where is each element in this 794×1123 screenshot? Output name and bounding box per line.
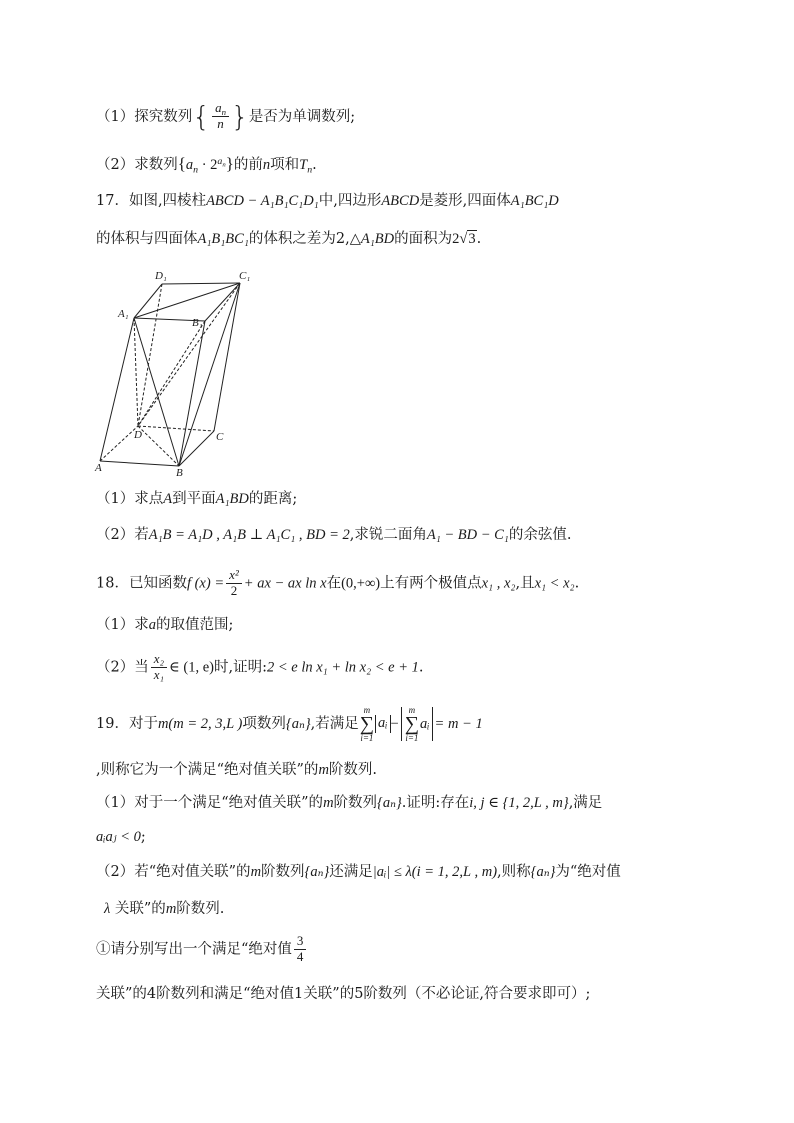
line-b1-d bbox=[138, 321, 205, 426]
edge-a-d bbox=[100, 426, 138, 461]
label-b1: B₁ bbox=[192, 317, 203, 329]
label-a: A bbox=[95, 462, 102, 474]
q18-part1: （1）求a的取值范围; bbox=[96, 617, 234, 633]
right-brace: } bbox=[230, 100, 249, 133]
left-brace: { bbox=[192, 100, 211, 133]
q16-part1-suffix: 是否为单调数列; bbox=[248, 108, 356, 125]
label-d: D bbox=[134, 429, 142, 441]
label-a1: A₁ bbox=[118, 308, 129, 320]
q17-part1: （1）求点A到平面A₁BD的距离; bbox=[96, 491, 298, 507]
q19-part2-line2: λ 关联”的m阶数列. bbox=[104, 901, 225, 917]
edge-d-c bbox=[138, 426, 214, 431]
line-c1-b bbox=[179, 283, 240, 466]
q18-intro: 18．已知函数f (x) = $\frac{\text{x²}}{2}$ + ax − ax ln x在(0,+∞)上有两个极值点x₁ , x₂,且x₁ < x₂. bbox=[96, 567, 580, 598]
q19-definition: ,则称它为一个满足“绝对值关联”的m阶数列. bbox=[96, 762, 378, 778]
q16-part1 bbox=[96, 100, 355, 134]
q19-intro: 19．对于m(m = 2, 3,L )项数列{aₙ},若满足 m ∑ i=1 aᵢ − m ∑ i=1 aᵢ = m − 1 bbox=[96, 705, 483, 743]
label-c: C bbox=[216, 431, 224, 443]
label-b: B bbox=[176, 467, 183, 476]
label-d1: D₁ bbox=[155, 270, 167, 282]
line-a1-d bbox=[134, 318, 138, 426]
q19-part1-line2: aᵢaⱼ < 0; bbox=[96, 829, 146, 845]
q16-fraction: $\frac{a_n}{n}$ bbox=[212, 101, 229, 132]
edge-a-b bbox=[100, 461, 179, 466]
q18-part2: （2）当 $\frac{\text{x₂}}{\text{x₁}}$ ∈ (1, e)时,证明:2 < e ln x₁ + ln x₂ < e + 1. bbox=[96, 651, 424, 682]
edge-a1-a bbox=[100, 318, 134, 461]
line-c1-d bbox=[138, 283, 240, 426]
edge-d1-d bbox=[138, 284, 162, 426]
q17-intro-line1: 17．如图,四棱柱ABCD − A₁B₁C₁D₁中,四边形ABCD是菱形,四面体A₁BC₁D bbox=[96, 193, 559, 209]
label-c1: C₁ bbox=[239, 270, 251, 282]
q17-part2: （2）若A₁B = A₁D , A₁B ⊥ A₁C₁ , BD = 2,求锐二面角A₁ − BD − C₁的余弦值. bbox=[96, 527, 572, 543]
q17-intro-line2: 的体积与四面体A₁B₁BC₁的体积之差为2,△A₁BD的面积为2√3. bbox=[96, 231, 482, 247]
q16-part2: （2）求数列$\{a_n \cdot 2^{a_n}\}$的前n项和$T_n$. bbox=[96, 154, 317, 176]
q16-part1-prefix: （1）探究数列 bbox=[96, 108, 193, 125]
q19-part2-line1: （2）若“绝对值关联”的m阶数列{aₙ}还满足|aᵢ| ≤ λ(i = 1, 2,L , m),则称{aₙ}为“绝对值 bbox=[96, 864, 621, 880]
q19-part1-line1: （1）对于一个满足“绝对值关联”的m阶数列{aₙ}.证明:存在i, j ∈ {1, 2,L , m},满足 bbox=[96, 795, 603, 811]
q19-sub1-line2: 关联”的4阶数列和满足“绝对值1关联”的5阶数列（不必论证,符合要求即可）; bbox=[96, 986, 591, 1002]
edge-d1-c1 bbox=[162, 283, 240, 284]
q19-sub1-line1: ①请分别写出一个满足“绝对值 $\frac{3}{4}$ bbox=[96, 934, 308, 965]
edge-c1-c bbox=[214, 283, 240, 431]
prism-figure bbox=[92, 266, 252, 476]
